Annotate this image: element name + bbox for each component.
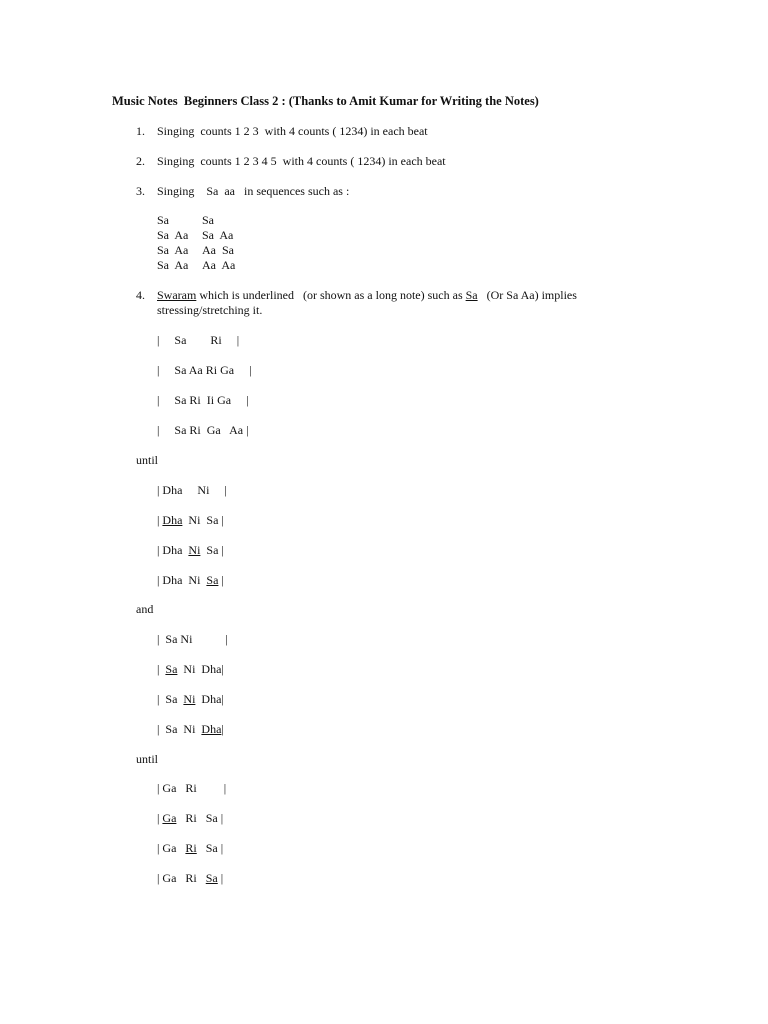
underlined-note: Ni: [188, 543, 201, 557]
bar-line: |: [157, 573, 160, 587]
item-text: Singing counts 1 2 3 with 4 counts ( 1234) in each beat: [157, 124, 428, 138]
notation-line: [157, 513, 224, 527]
notation-text: Sa |: [196, 841, 224, 855]
bar-line: |: [157, 632, 160, 646]
underlined-word: Swaram: [157, 288, 197, 302]
notation-line: [157, 781, 226, 795]
notation-text: Dha|: [195, 692, 224, 706]
notation-text: Sa: [165, 692, 184, 706]
underlined-note: Sa: [165, 662, 178, 676]
bar-line: |: [157, 811, 160, 825]
bar-line: |: [157, 692, 160, 706]
bar-line: |: [157, 841, 160, 855]
connector-word: until: [136, 752, 159, 766]
connector-word: and: [136, 602, 154, 616]
sequence-cell: Aa Sa: [202, 243, 234, 257]
bar-line: |: [157, 513, 160, 527]
sequence-cell: Sa: [202, 213, 214, 227]
item-text-end: (Or Sa Aa) implies: [477, 288, 577, 302]
notation-line: | Sa Aa Ri Ga |: [157, 363, 252, 377]
notation-text: Ga Ri: [162, 871, 206, 885]
bar-line: |: [157, 662, 160, 676]
underlined-note: Dha: [162, 513, 183, 527]
item-text: [157, 288, 577, 302]
bar-line: |: [157, 543, 160, 557]
notation-line: [157, 722, 224, 736]
notation-text: Ga: [162, 841, 186, 855]
sequence-cell: Sa Aa: [157, 228, 189, 242]
notation-line: [157, 483, 227, 497]
sequence-cell: Sa Aa: [157, 243, 189, 257]
underlined-note: Sa: [205, 871, 218, 885]
item-number: 1.: [136, 124, 145, 138]
notation-line: [157, 841, 223, 855]
notation-line: [157, 692, 224, 706]
notation-text: Ni Dha|: [177, 662, 224, 676]
item-text: stressing/stretching it.: [157, 303, 263, 317]
item-number: 4.: [136, 288, 145, 302]
connector-word: until: [136, 453, 159, 467]
underlined-note: Ni: [183, 692, 196, 706]
item-number: 3.: [136, 184, 145, 198]
underlined-note: Ri: [185, 841, 197, 855]
notation-line: [157, 573, 224, 587]
underlined-swaram: Sa: [465, 288, 478, 302]
notation-line: [157, 871, 223, 885]
underlined-note: Dha: [201, 722, 222, 736]
notation-text: |: [218, 573, 224, 587]
item-text-mid: which is underlined (or shown as a long note) such as: [196, 288, 466, 302]
notation-line: [157, 811, 223, 825]
page-title: Music Notes Beginners Class 2 : (Thanks to Amit Kumar for Writing the Notes): [112, 94, 539, 108]
notation-text: Sa Ni |: [165, 632, 228, 646]
bar-line: |: [157, 871, 160, 885]
item-number: 2.: [136, 154, 145, 168]
item-text: Singing Sa aa in sequences such as :: [157, 184, 350, 198]
notation-text: Ga Ri |: [162, 781, 227, 795]
notation-text: Dha: [162, 543, 189, 557]
notation-text: Dha Ni |: [162, 483, 227, 497]
notation-text: Dha Ni: [162, 573, 207, 587]
item-text: Singing counts 1 2 3 4 5 with 4 counts ( 1234) in each beat: [157, 154, 446, 168]
sequence-cell: Sa Aa: [157, 258, 189, 272]
notation-text: Sa Ni: [165, 722, 202, 736]
notation-line: | Sa Ri |: [157, 333, 240, 347]
notation-text: Sa |: [200, 543, 224, 557]
notation-text: |: [217, 871, 224, 885]
notation-line: [157, 632, 228, 646]
notation-line: [157, 543, 224, 557]
notation-text: Ni Sa |: [182, 513, 224, 527]
notation-line: | Sa Ri Ga Aa |: [157, 423, 249, 437]
bar-line: |: [157, 483, 160, 497]
notation-text: |: [221, 722, 224, 736]
sequence-cell: Sa Aa: [202, 228, 234, 242]
bar-line: |: [157, 722, 160, 736]
underlined-note: Ga: [162, 811, 177, 825]
underlined-note: Sa: [206, 573, 219, 587]
bar-line: |: [157, 781, 160, 795]
notation-text: Ri Sa |: [176, 811, 224, 825]
notation-line: [157, 662, 224, 676]
sequence-cell: Aa Aa: [202, 258, 236, 272]
notation-line: | Sa Ri Ii Ga |: [157, 393, 249, 407]
sequence-cell: Sa: [157, 213, 169, 227]
